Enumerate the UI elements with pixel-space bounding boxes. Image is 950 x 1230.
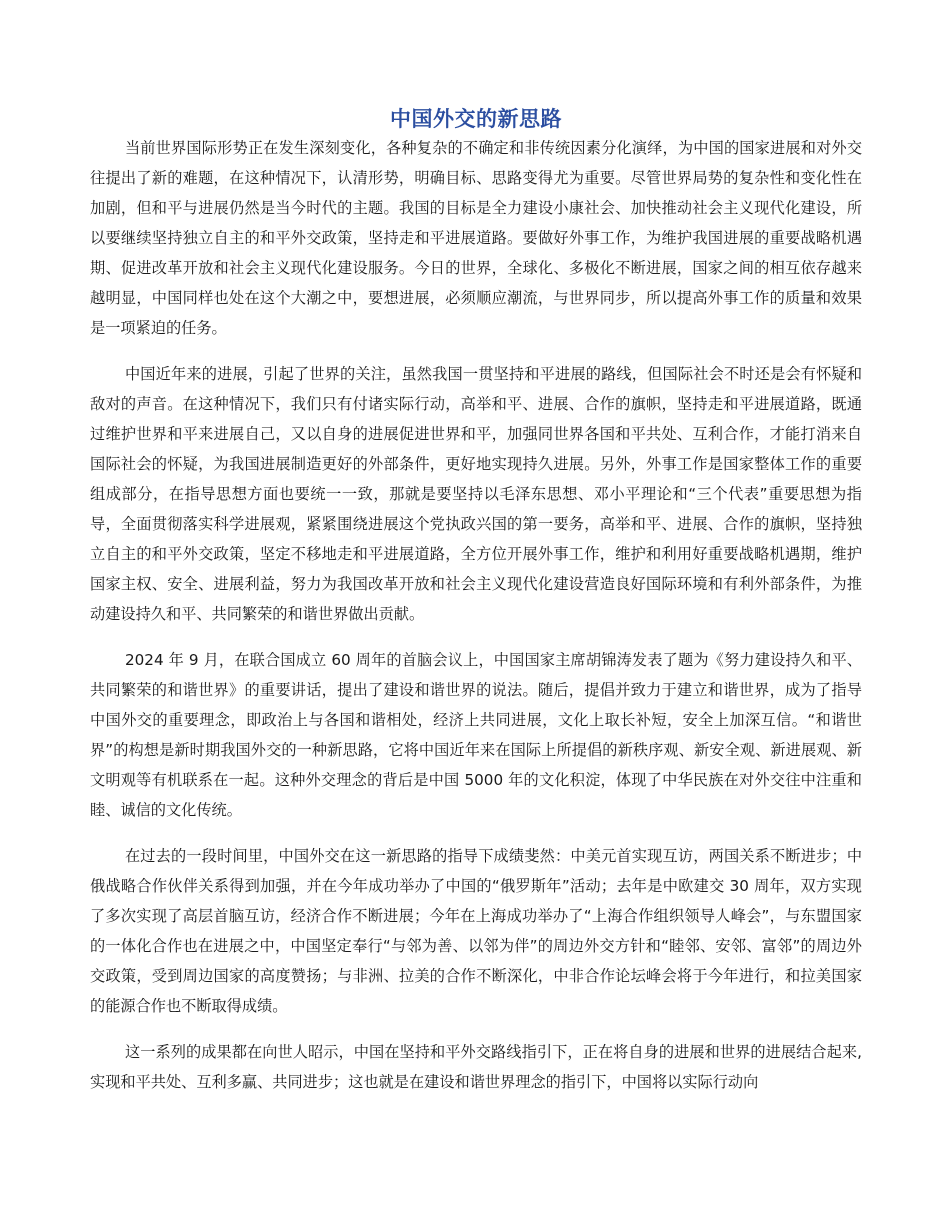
paragraph-3: 2024 年 9 月，在联合国成立 60 周年的首脑会议上，中国国家主席胡锦涛发表了题为《努力建设持久和平、共同繁荣的和谐世界》的重要讲话，提出了建设和谐世界的说法。随后，提倡并致力于建立和谐世界，成为了指导中国外交的重要理念，即政治上与各国和谐相处，经济上共同进展，文化上取长补短，安全上加深互信。“和谐世界”的构想是新时期我国外交的一种新思路，它将中国近年来在国际上所提倡的新秩序观、新安全观、新进展观、新文明观等有机联系在一起。这种外交理念的背后是中国 5000 年的文化积淀，体现了中华民族在对外交往中注重和睦、诚信的文化传统。 (90, 651, 862, 819)
document-page (90, 104, 862, 1113)
paragraph-1: 当前世界国际形势正在发生深刻变化，各种复杂的不确定和非传统因素分化演绎，为中国的国家进展和对外交往提出了新的难题，在这种情况下，认清形势，明确目标、思路变得尤为重要。尽管世界局势的复杂性和变化性在加剧，但和平与进展仍然是当今时代的主题。我国的目标是全力建设小康社会、加快推动社会主义现代化建设，所以要继续坚持独立自主的和平外交政策，坚持走和平进展道路。要做好外事工作，为维护我国进展的重要战略机遇期、促进改革开放和社会主义现代化建设服务。今日的世界，全球化、多极化不断进展，国家之间的相互依存越来越明显，中国同样也处在这个大潮之中，要想进展，必须顺应潮流，与世界同步，所以提高外事工作的质量和效果是一项紧迫的任务。 (90, 139, 862, 337)
paragraph-4: 在过去的一段时间里，中国外交在这一新思路的指导下成绩斐然：中美元首实现互访，两国关系不断进步；中俄战略合作伙伴关系得到加强，并在今年成功举办了中国的“俄罗斯年”活动；去年是中欧建交 30 周年，双方实现了多次实现了高层首脑互访，经济合作不断进展；今年在上海成功举办了“上海合作组织领导人峰会”，与东盟国家的一体化合作也在进展之中，中国坚定奉行“与邻为善、以邻为伴”的周边外交方针和“睦邻、安邻、富邻”的周边外交政策，受到周边国家的高度赞扬；与非洲、拉美的合作不断深化，中非合作论坛峰会将于今年进行，和拉美国家的能源合作也不断取得成绩。 (90, 847, 862, 1015)
paragraph-2: 中国近年来的进展，引起了世界的关注，虽然我国一贯坚持和平进展的路线，但国际社会不时还是会有怀疑和敌对的声音。在这种情况下，我们只有付诸实际行动，高举和平、进展、合作的旗帜，坚持走和平进展道路，既通过维护世界和平来进展自己，又以自身的进展促进世界和平，加强同世界各国和平共处、互利合作，才能打消来自国际社会的怀疑，为我国进展制造更好的外部条件，更好地实现持久进展。另外，外事工作是国家整体工作的重要组成部分，在指导思想方面也要统一一致，那就是要坚持以毛泽东思想、邓小平理论和“三个代表”重要思想为指导，全面贯彻落实科学进展观，紧紧围绕进展这个党执政兴国的第一要务，高举和平、进展、合作的旗帜，坚持独立自主的和平外交政策，坚定不移地走和平进展道路，全方位开展外事工作，维护和利用好重要战略机遇期，维护国家主权、安全、进展利益，努力为我国改革开放和社会主义现代化建设营造良好国际环境和有利外部条件，为推动建设持久和平、共同繁荣的和谐世界做出贡献。 (90, 365, 862, 623)
document-title: 中国外交的新思路 (390, 107, 562, 131)
paragraph-5: 这一系列的成果都在向世人昭示，中国在坚持和平外交路线指引下，正在将自身的进展和世界的进展结合起来,实现和平共处、互利多赢、共同进步；这也就是在建设和谐世界理念的指引下，中国将以实际行动向 (90, 1043, 862, 1091)
